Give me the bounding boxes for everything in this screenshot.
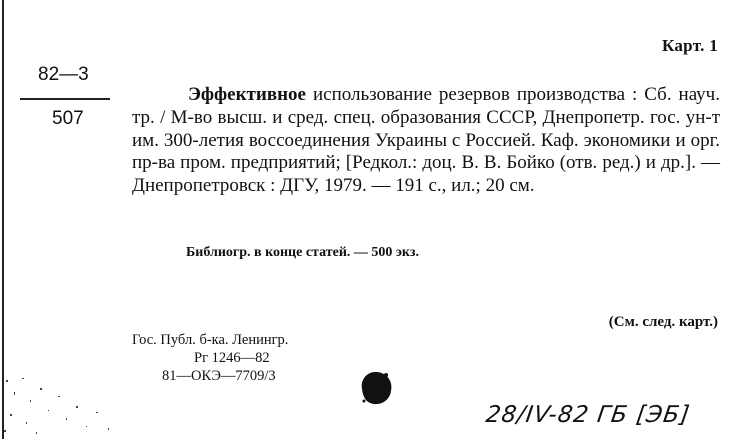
library-stamp — [132, 331, 288, 385]
card-number: Карт. 1 — [661, 36, 718, 55]
handwritten-note: 28/IV-82 ГБ [ЭБ] — [484, 402, 692, 428]
library-order-code: 81—ОКЭ—7709/3 — [162, 368, 276, 384]
classification-divider — [20, 98, 110, 100]
library-registration: Рг 1246—82 — [194, 350, 270, 366]
bibliography-note: Библиогр. в конце статей. — 500 экз. — [186, 245, 419, 260]
title-heading: Эффективное — [188, 84, 306, 105]
classification-code: 82—3 — [38, 64, 89, 85]
continued-note: (См. след. карт.) — [608, 314, 718, 330]
scan-noise — [0, 370, 150, 439]
author-mark: 507 — [52, 108, 84, 129]
ink-blot — [356, 367, 396, 407]
bibliographic-description — [132, 84, 720, 198]
library-name: Гос. Публ. б-ка. Ленингр. — [132, 332, 289, 348]
description-text: использование резервов производства : Сб. науч. тр. / М-во высш. и сред. спец. образования СССР, Днепропетр. гос. ун-т им. 300-летия воссоединения Украины с Россией. Каф. экономики и орг. пр-ва пром. предприятий; [Редкол.: доц. В. В. Бойко (отв. ред.) и др.]. — Днепропетровск : ДГУ, 1979. — 191 с., ил.; 20 см. — [132, 84, 720, 197]
